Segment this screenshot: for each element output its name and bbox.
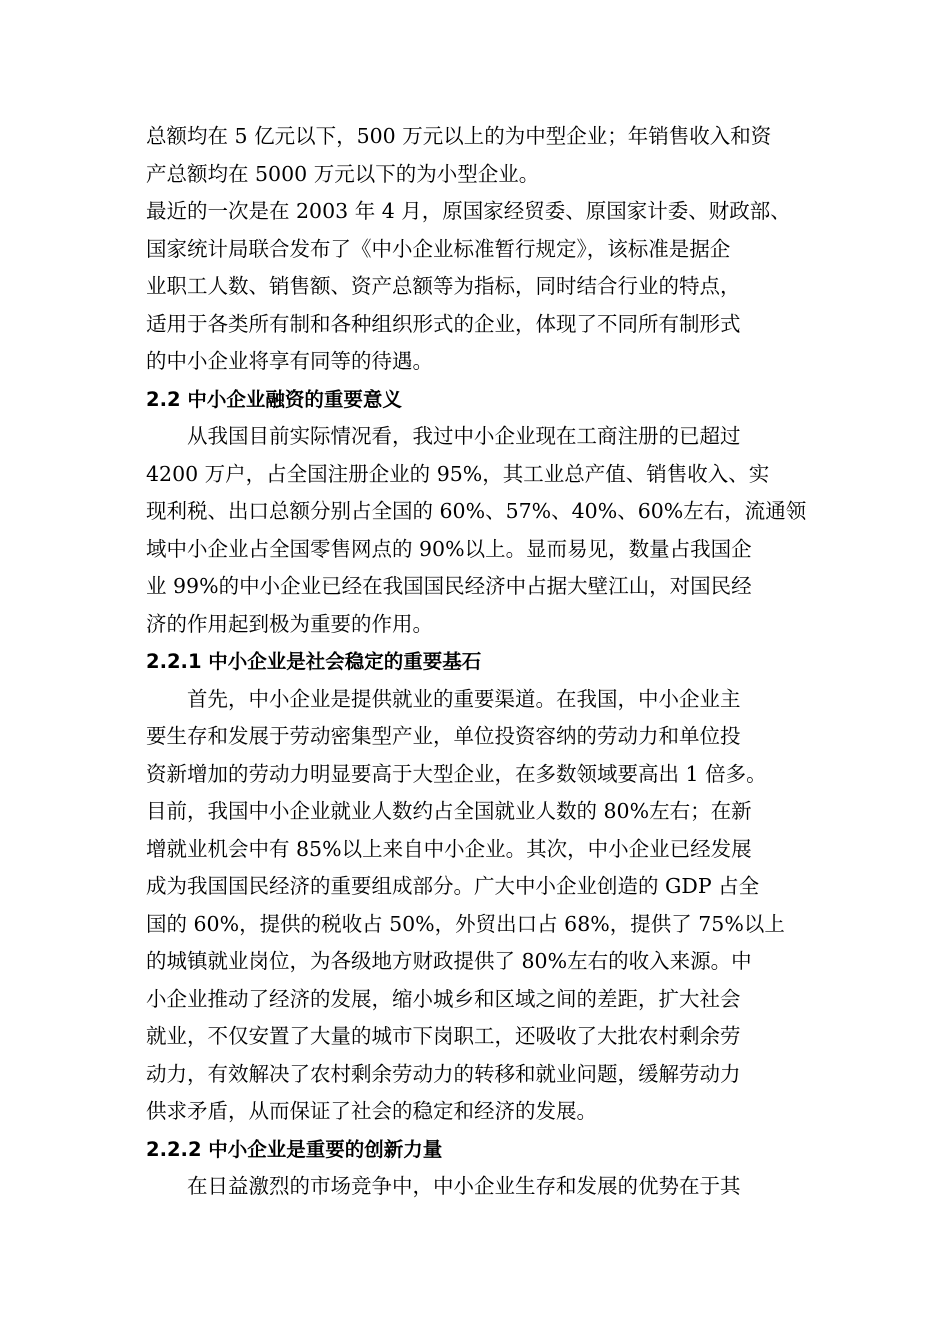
body-text-line: 现利税、出口总额分别占全国的 60%、57%、40%、60%左右，流通领 [146, 499, 807, 523]
body-text-line: 济的作用起到极为重要的作用。 [146, 611, 433, 636]
body-text-line: 的中小企业将享有同等的待遇。 [146, 349, 433, 373]
body-text-line: 总额均在 5 亿元以下，500 万元以上的为中型企业；年销售收入和资 [146, 124, 772, 148]
body-text-line: 成为我国国民经济的重要组成部分。广大中小企业创造的 GDP 占全 [146, 874, 760, 898]
paragraph-first-line: 在日益激烈的市场竞争中，中小企业生存和发展的优势在于其 [187, 1174, 741, 1198]
section-heading-2-2-1: 2.2.1 中小企业是社会稳定的重要基石 [146, 650, 482, 673]
paragraph-first-line: 从我国目前实际情况看，我过中小企业现在工商注册的已超过 [187, 424, 741, 448]
body-text-line: 资新增加的劳动力明显要高于大型企业，在多数领域要高出 1 倍多。 [146, 761, 767, 786]
body-text-line: 小企业推动了经济的发展，缩小城乡和区域之间的差距，扩大社会 [146, 986, 741, 1011]
paragraph-first-line: 首先，中小企业是提供就业的重要渠道。在我国，中小企业主 [187, 686, 741, 711]
body-text-line: 产总额均在 5000 万元以下的为小型企业。 [146, 161, 540, 186]
body-text-line: 动力，有效解决了农村剩余劳动力的转移和就业问题，缓解劳动力 [146, 1061, 741, 1086]
body-text-line: 国家统计局联合发布了《中小企业标准暂行规定》，该标准是据企 [146, 236, 731, 261]
body-text-line: 增就业机会中有 85%以上来自中小企业。其次，中小企业已经发展 [146, 836, 752, 861]
body-text-line: 要生存和发展于劳动密集型产业，单位投资容纳的劳动力和单位投 [146, 724, 741, 748]
body-text-line: 目前，我国中小企业就业人数约占全国就业人数的 80%左右；在新 [146, 799, 752, 823]
body-text-line: 供求矛盾，从而保证了社会的稳定和经济的发展。 [146, 1099, 597, 1123]
section-heading-2-2: 2.2 中小企业融资的重要意义 [146, 387, 402, 411]
body-text-line: 业职工人数、销售额、资产总额等为指标，同时结合行业的特点， [146, 274, 741, 298]
document-body [146, 118, 810, 1206]
body-text-line: 国的 60%，提供的税收占 50%，外贸出口占 68%，提供了 75%以上 [146, 911, 785, 936]
body-text-line: 的城镇就业岗位，为各级地方财政提供了 80%左右的收入来源。中 [146, 949, 752, 973]
body-text-line: 业 99%的中小企业已经在我国国民经济中占据大壁江山，对国民经 [146, 574, 752, 598]
body-text-line: 就业，不仅安置了大量的城市下岗职工，还吸收了大批农村剩余劳 [146, 1024, 741, 1048]
body-text-line: 适用于各类所有制和各种组织形式的企业，体现了不同所有制形式 [146, 311, 741, 336]
body-text-line: 最近的一次是在 2003 年 4 月，原国家经贸委、原国家计委、财政部、 [146, 199, 791, 223]
section-heading-2-2-2: 2.2.2 中小企业是重要的创新力量 [146, 1137, 443, 1161]
body-text-line: 4200 万户，占全国注册企业的 95%，其工业总产值、销售收入、实 [146, 461, 770, 486]
body-text-line: 域中小企业占全国零售网点的 90%以上。显而易见，数量占我国企 [146, 536, 752, 561]
